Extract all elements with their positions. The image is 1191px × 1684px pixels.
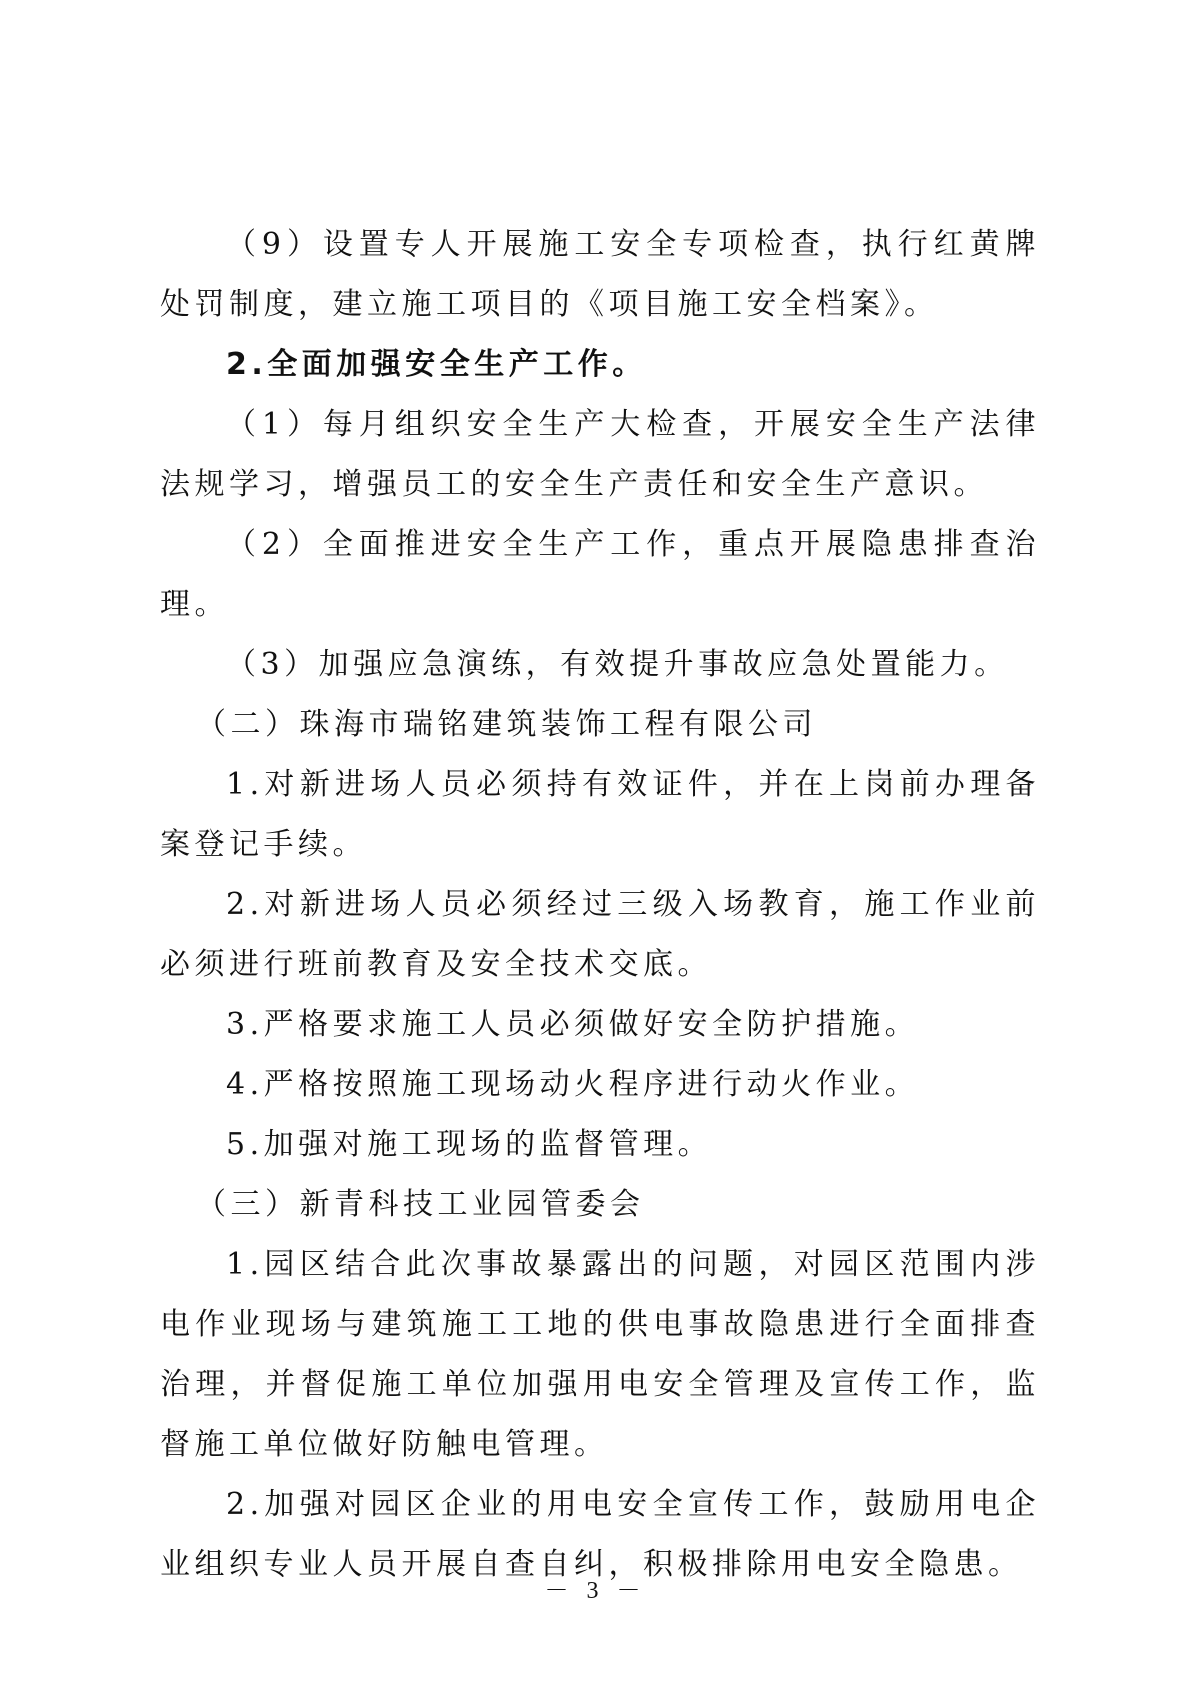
section-heading-3: （三）新青科技工业园管委会 <box>196 1187 645 1222</box>
page-number: － 3 － <box>544 1578 647 1604</box>
paragraph-item-2: （2）全面推进安全生产工作，重点开展隐患排查治理。 <box>160 527 1040 622</box>
paragraph-company-item-5: 5.加强对施工现场的监督管理。 <box>226 1127 713 1162</box>
paragraph-company-item-2: 2.对新进场人员必须经过三级入场教育，施工作业前必须进行班前教育及安全技术交底。 <box>160 887 1040 982</box>
paragraph-item-1: （1）每月组织安全生产大检查，开展安全生产法律法规学习，增强员工的安全生产责任和安全生产意识。 <box>160 407 1040 502</box>
paragraph-park-item-2: 2.加强对园区企业的用电安全宣传工作，鼓励用电企业组织专业人员开展自查自纠，积极排除用电安全隐患。 <box>160 1487 1040 1582</box>
paragraph-heading-2: 2.全面加强安全生产工作。 <box>226 347 647 382</box>
paragraph-item-9: （9）设置专人开展施工安全专项检查，执行红黄牌处罚制度，建立施工项目的《项目施工安全档案》。 <box>160 227 1040 322</box>
paragraph-company-item-3: 3.严格要求施工人员必须做好安全防护措施。 <box>226 1007 920 1042</box>
section-heading-2: （二）珠海市瑞铭建筑装饰工程有限公司 <box>196 707 817 742</box>
paragraph-item-3: （3）加强应急演练，有效提升事故应急处置能力。 <box>226 647 1009 682</box>
paragraph-company-item-4: 4.严格按照施工现场动火程序进行动火作业。 <box>226 1067 920 1102</box>
paragraph-company-item-1: 1.对新进场人员必须持有效证件，并在上岗前办理备案登记手续。 <box>160 767 1040 862</box>
paragraph-park-item-1: 1.园区结合此次事故暴露出的问题，对园区范围内涉电作业现场与建筑施工工地的供电事故隐患进行全面排查治理，并督促施工单位加强用电安全管理及宣传工作，监督施工单位做好防触电管理。 <box>160 1247 1040 1462</box>
document-body <box>160 215 1040 1595</box>
